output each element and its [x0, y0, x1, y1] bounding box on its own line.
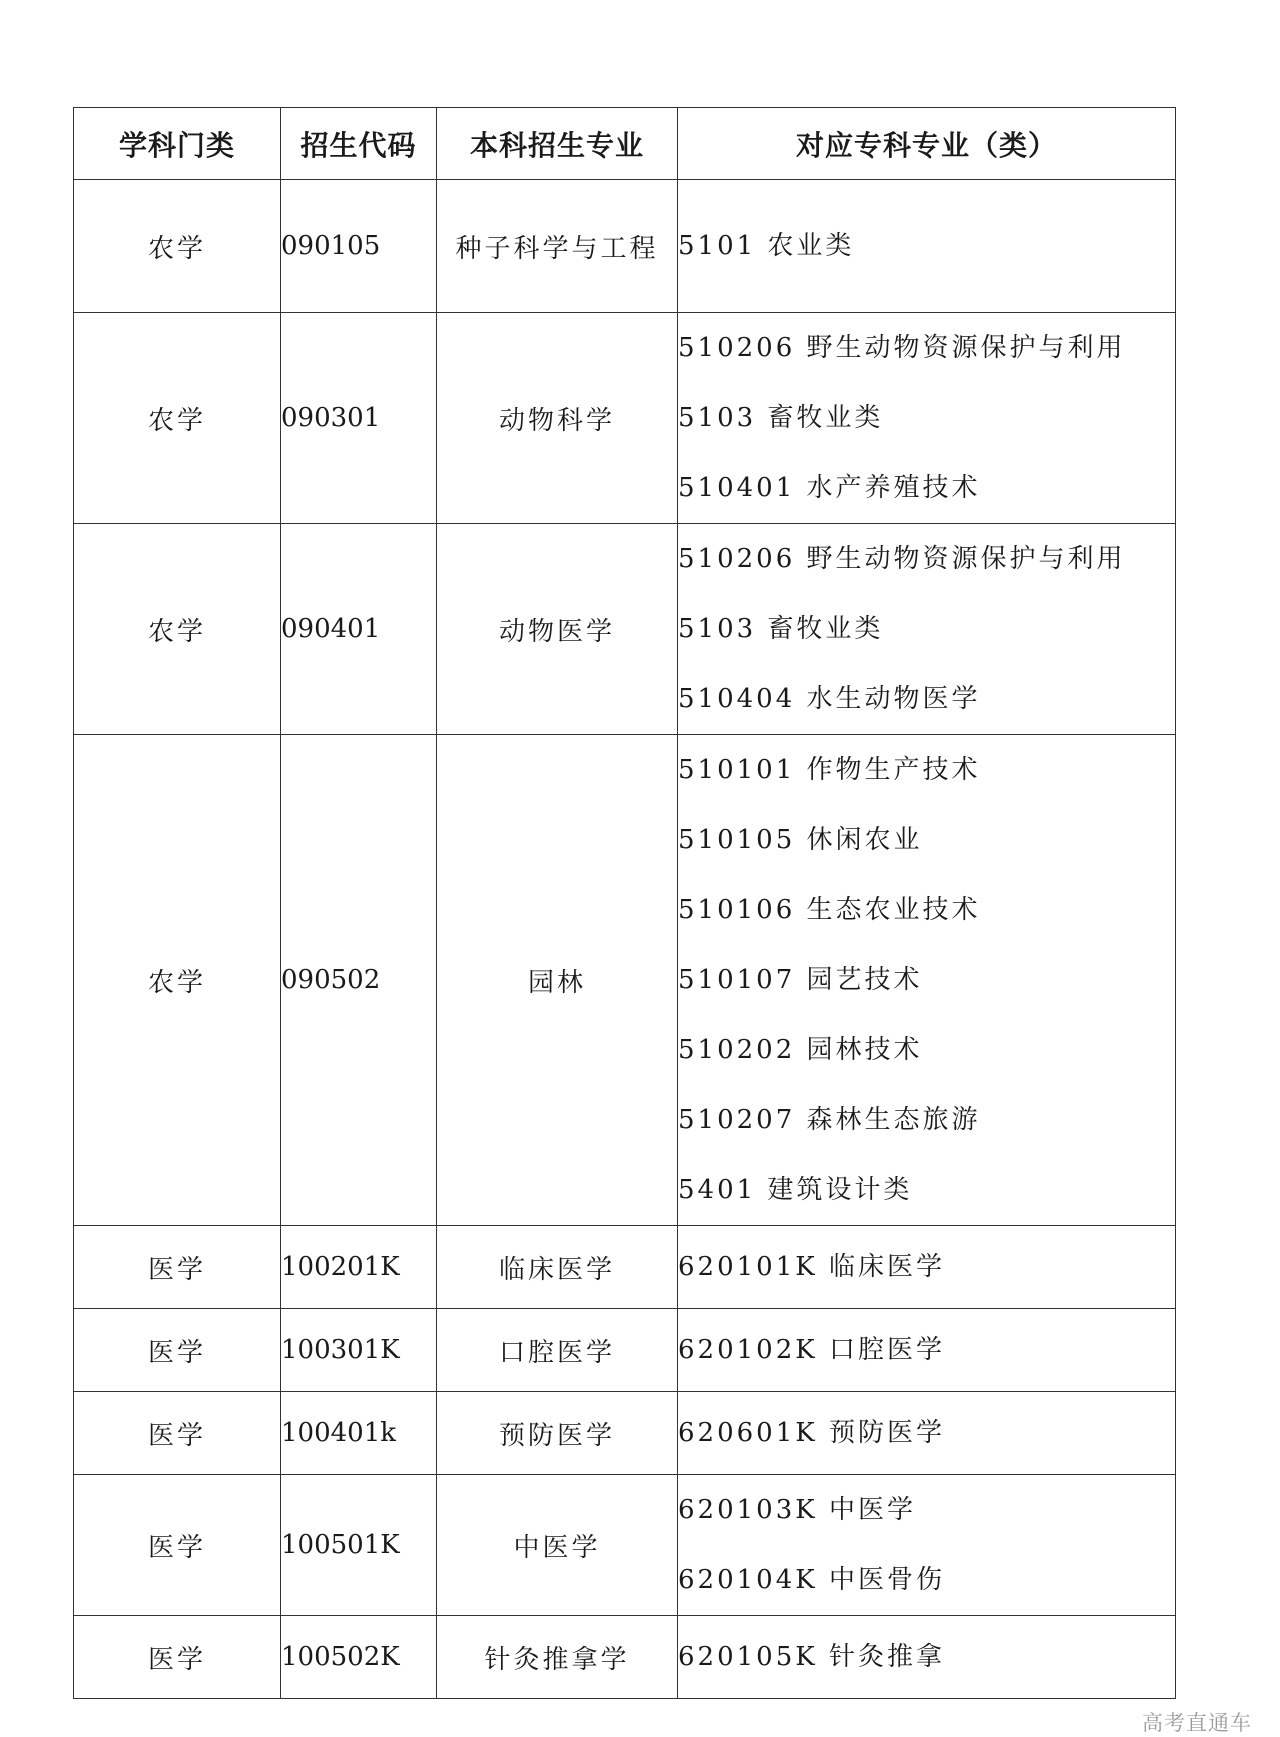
equivalent-cell [678, 1475, 1176, 1616]
category-cell: 医学 [74, 1226, 281, 1309]
equivalent-item: 510207 森林生态旅游 [678, 1105, 981, 1135]
equivalent-item: 620601K 预防医学 [678, 1418, 945, 1448]
table-row [74, 1226, 1176, 1309]
equivalent-cell [678, 313, 1176, 524]
header-category: 学科门类 [74, 108, 281, 180]
code-cell: 100201K [281, 1226, 437, 1309]
equivalent-cell [678, 1616, 1176, 1699]
equivalent-item: 510401 水产养殖技术 [678, 473, 981, 503]
major-cell: 园林 [437, 735, 678, 1226]
table-row [74, 1475, 1176, 1616]
equivalent-item: 510107 园艺技术 [678, 965, 923, 995]
major-cell: 动物医学 [437, 524, 678, 735]
major-cell: 口腔医学 [437, 1309, 678, 1392]
equivalent-item: 510404 水生动物医学 [678, 684, 981, 714]
watermark: 高考直通车 [1142, 1711, 1252, 1735]
major-cell: 中医学 [437, 1475, 678, 1616]
category-cell: 医学 [74, 1309, 281, 1392]
category-cell: 农学 [74, 735, 281, 1226]
category-cell: 医学 [74, 1475, 281, 1616]
header-major: 本科招生专业 [437, 108, 678, 180]
equivalent-item: 620103K 中医学 [678, 1495, 916, 1525]
code-cell: 090105 [281, 180, 437, 313]
equivalent-item: 510106 生态农业技术 [678, 895, 981, 925]
table-row [74, 1309, 1176, 1392]
major-cell: 针灸推拿学 [437, 1616, 678, 1699]
table-body [74, 180, 1176, 1699]
table-row [74, 1392, 1176, 1475]
equivalent-item: 510206 野生动物资源保护与利用 [678, 333, 1126, 363]
equivalent-item: 510101 作物生产技术 [678, 755, 981, 785]
equivalent-item: 5101 农业类 [678, 231, 855, 261]
table-header-row [74, 108, 1176, 180]
code-cell: 100502K [281, 1616, 437, 1699]
equivalent-item: 620104K 中医骨伤 [678, 1565, 945, 1595]
major-cell: 预防医学 [437, 1392, 678, 1475]
equivalent-item: 510202 园林技术 [678, 1035, 923, 1065]
equivalent-item: 620101K 临床医学 [678, 1252, 945, 1282]
category-cell: 医学 [74, 1392, 281, 1475]
equivalent-cell [678, 1392, 1176, 1475]
code-cell: 090301 [281, 313, 437, 524]
equivalent-item: 510105 休闲农业 [678, 825, 923, 855]
equivalent-item: 620102K 口腔医学 [678, 1335, 945, 1365]
equivalent-item: 5401 建筑设计类 [678, 1175, 913, 1205]
equivalent-item: 5103 畜牧业类 [678, 614, 884, 644]
code-cell: 090502 [281, 735, 437, 1226]
major-mapping-table [73, 107, 1176, 1699]
category-cell: 医学 [74, 1616, 281, 1699]
code-cell: 100301K [281, 1309, 437, 1392]
code-cell: 100401k [281, 1392, 437, 1475]
equivalent-cell [678, 524, 1176, 735]
major-cell: 临床医学 [437, 1226, 678, 1309]
equivalent-item: 510206 野生动物资源保护与利用 [678, 544, 1126, 574]
code-cell: 100501K [281, 1475, 437, 1616]
major-cell: 种子科学与工程 [437, 180, 678, 313]
table-row [74, 180, 1176, 313]
table-row [74, 1616, 1176, 1699]
equivalent-cell [678, 1226, 1176, 1309]
code-cell: 090401 [281, 524, 437, 735]
header-code: 招生代码 [281, 108, 437, 180]
table-row [74, 524, 1176, 735]
category-cell: 农学 [74, 524, 281, 735]
equivalent-item: 5103 畜牧业类 [678, 403, 884, 433]
category-cell: 农学 [74, 313, 281, 524]
table-row [74, 313, 1176, 524]
equivalent-cell [678, 180, 1176, 313]
equivalent-cell [678, 1309, 1176, 1392]
table-row [74, 735, 1176, 1226]
equivalent-item: 620105K 针灸推拿 [678, 1642, 945, 1672]
major-cell: 动物科学 [437, 313, 678, 524]
header-equivalent: 对应专科专业（类） [678, 108, 1176, 180]
category-cell: 农学 [74, 180, 281, 313]
equivalent-cell [678, 735, 1176, 1226]
